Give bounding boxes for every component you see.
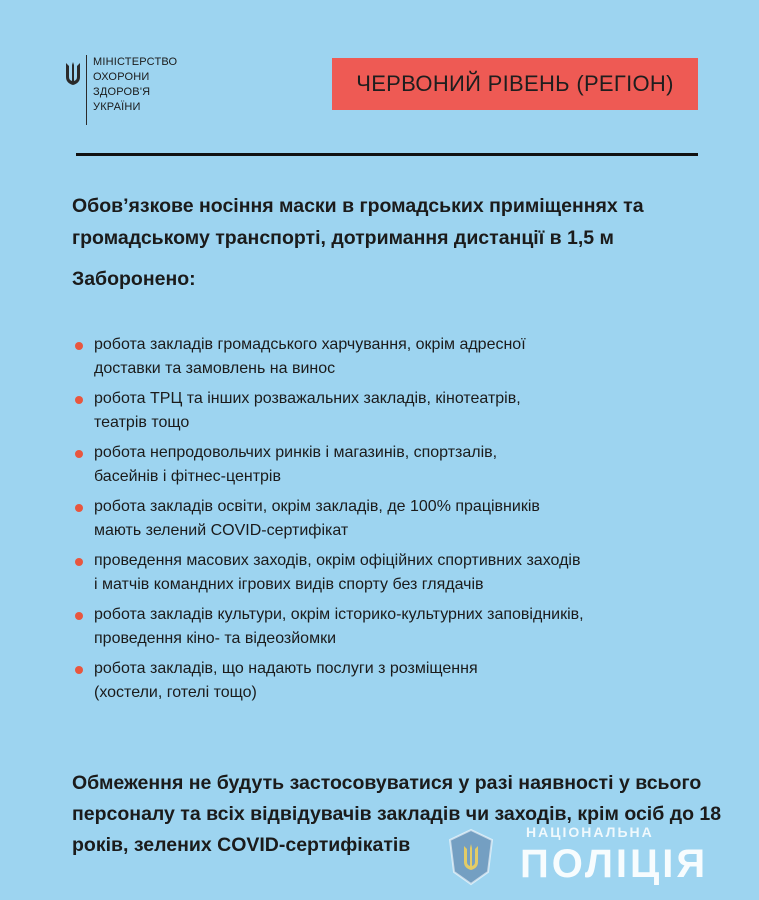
watermark-bottom: ПОЛІЦІЯ [520, 842, 709, 886]
list-item [70, 657, 730, 705]
list-item [70, 495, 730, 543]
list-item-line: робота ТРЦ та інших розважальних закладів, кінотеатрів, [94, 390, 521, 407]
bans-list [70, 333, 730, 711]
list-item-line: басейнів і фітнес-центрів [94, 468, 281, 485]
exception-note: Обмеження не будуть застосовуватися у разі наявності у всього персоналу та всіх відвідувачів закладів чи заходів, крім осіб до 18 років, зелених COVID-сертифікатів [72, 772, 722, 856]
bullet-icon [75, 666, 83, 674]
list-item-line: робота закладів громадського харчування, окрім адресної [94, 336, 526, 353]
divider [76, 153, 698, 156]
ministry-name [93, 55, 177, 115]
bullet-icon [75, 558, 83, 566]
ministry-line: УКРАЇНИ [93, 101, 141, 113]
watermark-top: НАЦІОНАЛЬНА [526, 824, 654, 840]
list-item-line: театрів тощо [94, 414, 190, 431]
list-item-line: і матчів командних ігрових видів спорту без глядачів [94, 576, 484, 593]
police-badge-icon [446, 828, 496, 886]
logo-separator [86, 55, 87, 125]
list-item [70, 549, 730, 597]
police-watermark [440, 820, 740, 895]
ministry-line: ОХОРОНИ [93, 71, 150, 83]
list-item-line: доставки та замовлень на винос [94, 360, 336, 377]
bullet-icon [75, 396, 83, 404]
ministry-line: МІНІСТЕРСТВО [93, 56, 178, 68]
bullet-icon [75, 504, 83, 512]
list-item-line: робота закладів освіти, окрім закладів, де 100% працівників [94, 498, 540, 515]
lead-text: Обов’язкове носіння маски в громадських приміщеннях та громадському транспорті, дотримання дистанції в 1,5 м [72, 195, 644, 249]
list-item-line: робота закладів культури, окрім історико-культурних заповідників, [94, 606, 584, 623]
list-item [70, 603, 730, 651]
list-item [70, 333, 730, 381]
list-item [70, 441, 730, 489]
list-item-line: (хостели, готелі тощо) [94, 684, 257, 701]
bullet-icon [75, 342, 83, 350]
ministry-line: ЗДОРОВ'Я [93, 86, 151, 98]
list-item-line: робота закладів, що надають послуги з розміщення [94, 660, 478, 677]
trident-icon [64, 61, 82, 87]
bullet-icon [75, 612, 83, 620]
list-item-line: робота непродовольчих ринків і магазинів, спортзалів, [94, 444, 498, 461]
banned-heading: Заборонено: [72, 268, 196, 290]
level-badge: ЧЕРВОНИЙ РІВЕНЬ (РЕГІОН) [332, 58, 698, 110]
list-item [70, 387, 730, 435]
list-item-line: проведення кіно- та відеозйомки [94, 630, 337, 647]
ministry-logo [64, 55, 177, 125]
list-item-line: проведення масових заходів, окрім офіційних спортивних заходів [94, 552, 581, 569]
bullet-icon [75, 450, 83, 458]
list-item-line: мають зелений COVID-сертифікат [94, 522, 349, 539]
